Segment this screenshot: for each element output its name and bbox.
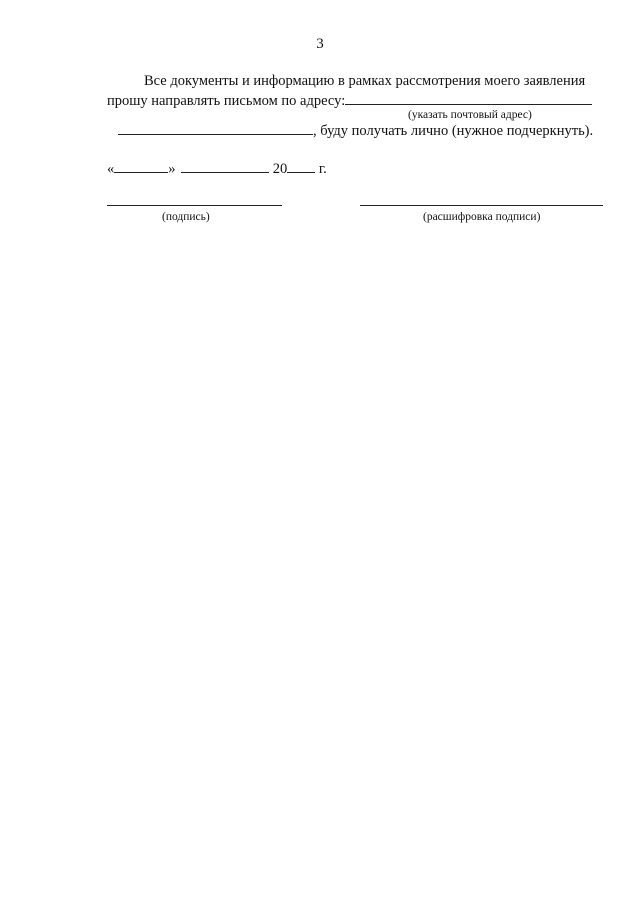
date-day-field[interactable] — [114, 159, 168, 173]
date-year-suffix: г. — [315, 161, 327, 177]
signature-field[interactable] — [107, 205, 282, 206]
page-number: 3 — [316, 36, 324, 52]
personal-pickup-text: , буду получать лично (нужное подчеркнуть). — [313, 123, 594, 139]
signature-decoding-field[interactable] — [360, 205, 603, 206]
date-year-field[interactable] — [287, 159, 315, 173]
date-line — [107, 159, 327, 178]
personal-pickup-field[interactable] — [118, 121, 313, 135]
date-close-quote: » — [168, 161, 176, 177]
date-open-quote: « — [107, 161, 115, 177]
date-month-field[interactable] — [181, 159, 269, 173]
date-year-prefix: 20 — [272, 161, 288, 177]
paragraph-text-2: прошу направлять письмом по адресу: — [107, 93, 346, 109]
address-field[interactable] — [345, 91, 592, 105]
signature-caption: (подпись) — [162, 211, 210, 223]
paragraph-line-1 — [144, 72, 585, 90]
address-caption: (указать почтовый адрес) — [408, 109, 532, 121]
signature-decoding-caption: (расшифровка подписи) — [423, 211, 541, 223]
personal-pickup-line — [118, 121, 593, 140]
paragraph-text-1: Все документы и информацию в рамках рассмотрения моего заявления — [144, 73, 586, 89]
